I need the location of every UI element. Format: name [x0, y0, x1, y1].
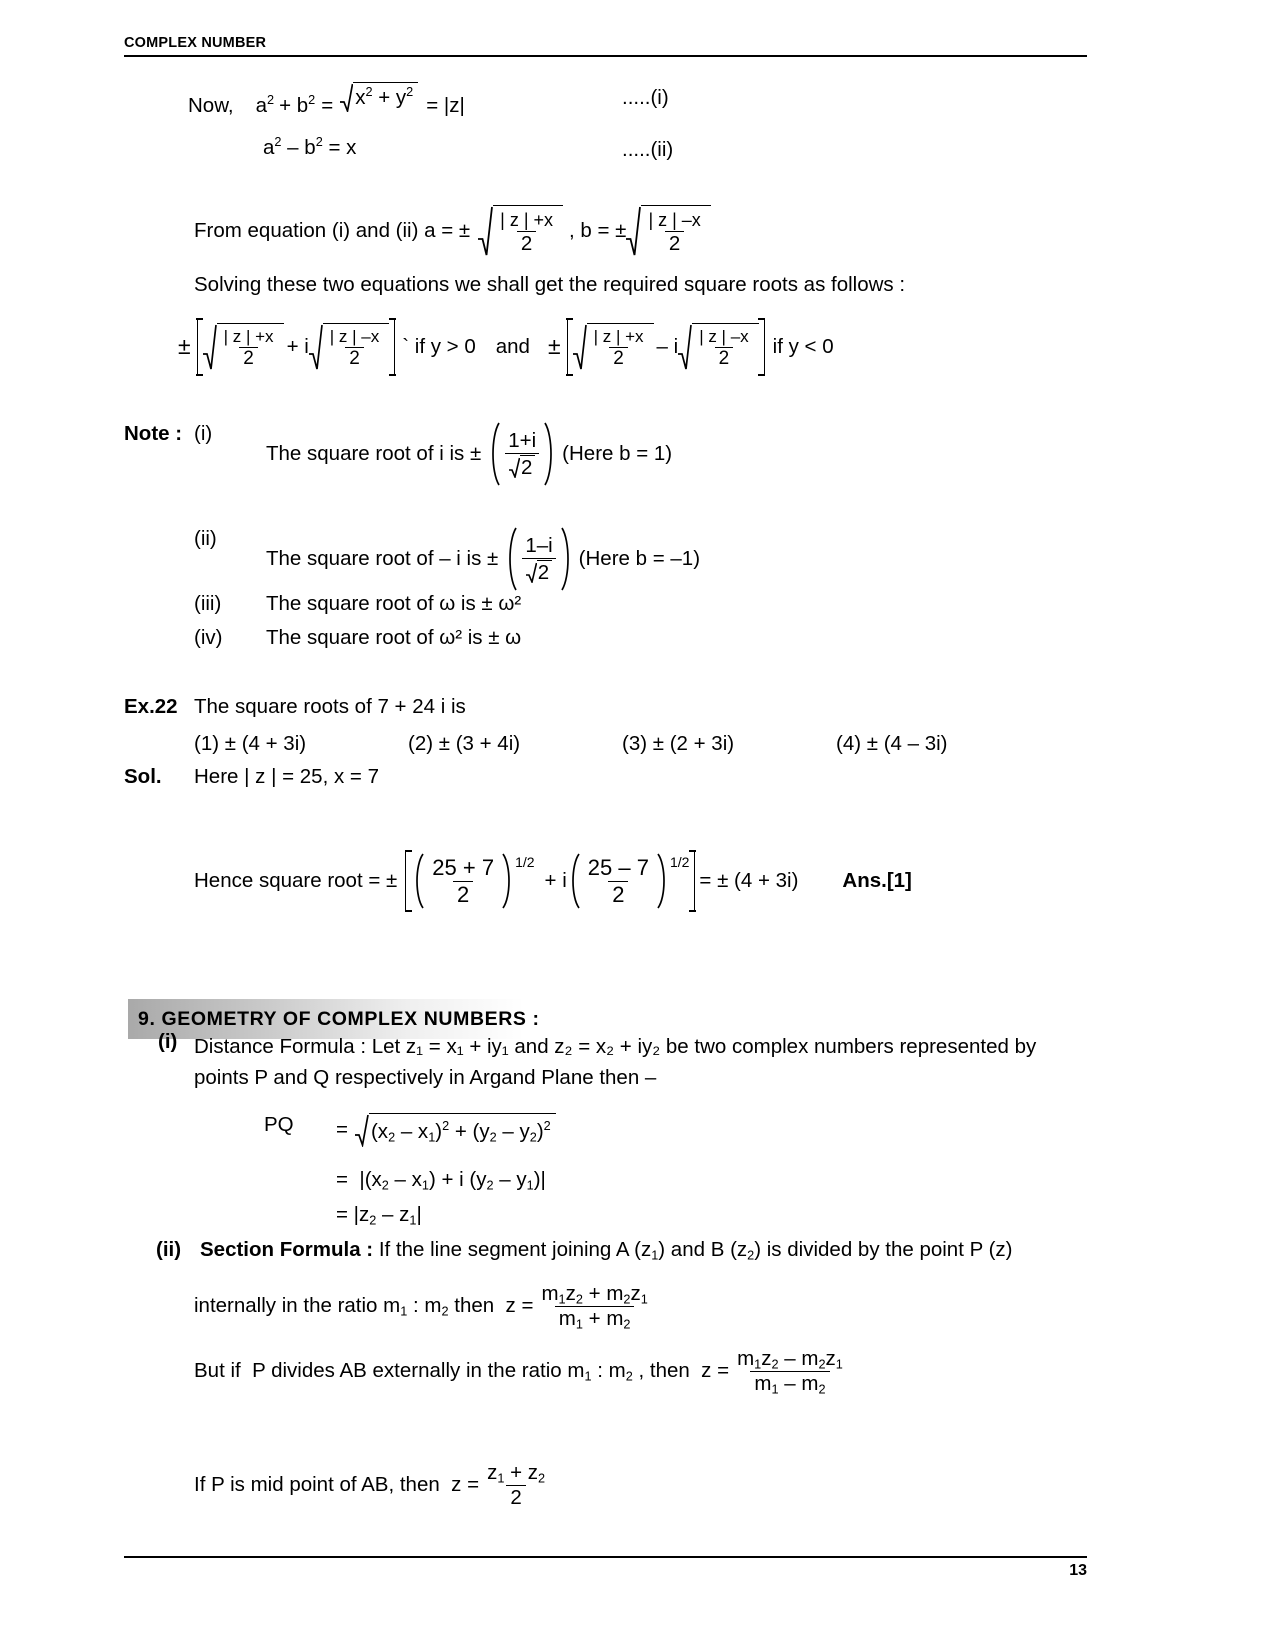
note-ii-text-after: (Here b = –1)	[578, 546, 701, 570]
eq1-tail: = |z|	[426, 94, 465, 117]
section-item-ii-number: (ii)	[156, 1238, 182, 1261]
solution-given: Here | z | = 25, x = 7	[194, 765, 379, 788]
from-equations-mid: , b = ±	[569, 218, 627, 242]
pq-line3: = $|z_2 - z_1|$	[336, 1203, 422, 1228]
eq1-lhs: $a^2$	[255, 92, 275, 117]
note-i-number: (i)	[194, 422, 213, 445]
radical-sign-icon	[203, 323, 217, 371]
fraction-mod-z-minus-x-over-2	[695, 328, 752, 369]
right-paren-icon	[501, 853, 514, 909]
fraction-numerator: $z_1 + z_2$	[487, 1461, 546, 1486]
note-ii-text-before: The square root of – i is ±	[266, 546, 499, 570]
left-paren-icon	[568, 853, 581, 909]
page-footer	[124, 1556, 1087, 1580]
fraction-numerator: | z | +x	[223, 327, 274, 347]
note-iv-number: (iv)	[194, 626, 223, 649]
fraction-1-plus-i-over-root2	[504, 430, 540, 478]
radical-mod-z-plus-x-1	[203, 323, 284, 371]
hence-square-root-row	[194, 850, 912, 912]
note-i-row	[266, 422, 672, 486]
option-2[interactable]: (2) ± (3 + 4i)	[408, 732, 521, 755]
fraction-denominator: 2	[665, 231, 684, 255]
radical-sign-icon	[309, 323, 323, 371]
right-paren-icon	[560, 527, 573, 591]
fraction-numerator: 1+i	[508, 428, 537, 452]
bracket-group-hence	[405, 850, 695, 912]
header-rule	[124, 55, 1087, 57]
note-ii-row	[266, 527, 700, 591]
now-label: Now,	[188, 94, 234, 117]
solving-text: Solving these two equations we shall get the required square roots as follows :	[194, 273, 906, 296]
fraction-numerator: 25 + 7	[432, 855, 495, 881]
radical-2	[509, 455, 535, 479]
bracket-group-1	[197, 318, 396, 376]
fraction-mod-z-minus-x-over-2	[326, 328, 383, 369]
option-4[interactable]: (4) ± (4 – 3i)	[836, 732, 948, 755]
radical-sign-icon	[478, 205, 493, 257]
radical-sign-icon	[526, 560, 537, 584]
radical-distance-expression	[355, 1113, 556, 1147]
fraction-denominator	[505, 453, 539, 479]
section-formula-line1: If the line segment joining A $(z_1)$ and B $(z_2)$ is divided by the point P (z)	[378, 1238, 1013, 1263]
distance-formula-line1: Let z₁ = x₁ + iy₁ and z₂ = x₂ + iy₂ be two complex numbers represented by	[371, 1035, 1037, 1058]
fraction-denominator: 2	[239, 347, 258, 369]
radical-mod-z-plus-x-2	[573, 323, 654, 371]
equation-i-row	[188, 82, 465, 118]
fraction-denominator: $m_1 + m_2$	[555, 1306, 635, 1330]
fraction-numerator: | z | –x	[648, 209, 701, 230]
exponent-one-half-1: 1/2	[515, 854, 535, 870]
option-1[interactable]: (1) ± (4 + 3i)	[194, 732, 307, 755]
bracket-group-2	[567, 318, 765, 376]
radical-mod-z-minus-x-1	[309, 323, 389, 371]
fraction-numerator: | z | –x	[699, 327, 749, 347]
fraction-denominator: 2	[715, 347, 734, 369]
fraction-numerator: 25 – 7	[587, 855, 649, 881]
fraction-denominator: 2	[609, 347, 628, 369]
hence-prefix: Hence square root = ±	[194, 868, 398, 892]
midpoint-text: If P is mid point of AB, then z =	[194, 1472, 480, 1496]
answer-key: Ans.[1]	[842, 868, 912, 892]
page-header	[124, 36, 1087, 57]
distance-formula-title: Distance Formula :	[194, 1035, 367, 1058]
eq1-equals: =	[321, 94, 334, 117]
radical-mod-z-minus-x-2	[678, 323, 758, 371]
note-iv-text: The square root of ω² is ± ω	[266, 626, 522, 649]
note-iii-text: The square root of ω is ± ω²	[266, 592, 522, 615]
fraction-mod-z-plus-x-over-2	[220, 328, 278, 369]
paren-group-second-term	[568, 853, 669, 909]
plus-i-1: + i	[286, 334, 309, 358]
fraction-denominator: $m_1 - m_2$	[750, 1371, 829, 1395]
distance-formula-line2: points P and Q respectively in Argand Plane then –	[194, 1066, 657, 1089]
section-formula-title: Section Formula :	[200, 1238, 374, 1261]
fraction-denominator: 2	[608, 881, 628, 906]
fraction-1-minus-i-over-root2	[521, 535, 556, 583]
example-question: The square roots of 7 + 24 i is	[194, 695, 466, 718]
fraction-numerator: $m_1z_2 + m_2z_1$	[541, 1282, 648, 1307]
midpoint-row	[194, 1462, 550, 1508]
equation-ii-ref: .....(ii)	[622, 138, 674, 161]
external-division-text: But if P divides AB externally in the ratio $m_1$ : $m_2$ , then z =	[194, 1358, 730, 1384]
exponent-one-half-2: 1/2	[669, 854, 690, 870]
external-division-row	[194, 1347, 848, 1397]
note-label: Note :	[124, 422, 183, 445]
hence-mid-plus-i: + i	[544, 868, 567, 892]
from-equations-prefix: From equation (i) and (ii) a = ±	[194, 218, 471, 242]
radical-sign-icon	[509, 455, 520, 479]
left-paren-icon	[505, 527, 518, 591]
fraction-25-minus-7-over-2	[584, 856, 653, 905]
radical-sign-icon	[626, 205, 641, 257]
example-label: Ex.22	[124, 695, 178, 718]
header-title: COMPLEX NUMBER	[124, 35, 267, 51]
right-paren-icon	[543, 422, 556, 486]
fraction-denominator	[522, 558, 556, 584]
section-banner-title: 9. GEOMETRY OF COMPLEX NUMBERS :	[138, 1007, 540, 1030]
radicand: $(x_2 - x_1)^2 + (y_2 - y_2)^2$	[370, 1118, 551, 1145]
note-i-text-after: (Here b = 1)	[562, 441, 673, 465]
left-paren-icon	[488, 422, 501, 486]
and-word: and	[495, 334, 530, 358]
radical-a-value	[478, 205, 563, 257]
pq-label: PQ	[264, 1113, 294, 1136]
hence-tail: = ± (4 + 3i)	[699, 868, 799, 892]
fraction-mod-z-plus-x-over-2	[590, 328, 648, 369]
right-paren-icon	[656, 853, 669, 909]
fraction-denominator: 2	[517, 231, 536, 255]
internal-division-text: internally in the ratio $m_1$ : $m_2$ then z =	[194, 1293, 534, 1319]
section-item-i-number: (i)	[158, 1030, 178, 1053]
fraction-numerator: 1–i	[525, 533, 553, 557]
plus-minus-2: ±	[547, 333, 561, 360]
radical-sign-icon	[340, 82, 353, 112]
fraction-denominator: 2	[506, 1485, 525, 1509]
pq-equals: =	[336, 1117, 348, 1141]
square-roots-result-row	[178, 318, 834, 376]
section-item-ii-body	[200, 1238, 1013, 1262]
note-iii-number: (iii)	[194, 592, 222, 615]
pq-line2: = $|(x_2 - x_1) + i$ $(y_2 - y_1)|$	[336, 1168, 546, 1193]
fraction-numerator: | z | +x	[593, 327, 644, 347]
equation-i-ref: .....(i)	[622, 86, 669, 109]
note-i-text-before: The square root of i is ±	[266, 441, 482, 465]
note-ii-number: (ii)	[194, 527, 217, 550]
radical-sign-icon	[573, 323, 587, 371]
fraction-internal-section	[537, 1282, 651, 1332]
radical-2	[526, 560, 552, 584]
page-number: 13	[1069, 1562, 1087, 1579]
from-equations-row	[194, 205, 711, 257]
radical-sign-icon	[355, 1113, 369, 1147]
footer-rule	[124, 1556, 1087, 1558]
fraction-numerator: | z | –x	[329, 327, 380, 347]
eq2-text: $a^2 - b^2 = x$	[263, 134, 357, 159]
radicand: 2	[520, 455, 533, 479]
fraction-mod-z-plus-x-over-2	[496, 211, 557, 254]
option-3[interactable]: (3) ± (2 + 3i)	[622, 732, 735, 755]
fraction-external-section	[733, 1347, 847, 1397]
left-paren-icon	[412, 853, 425, 909]
section-item-i-body	[194, 1030, 1094, 1063]
equation-ii-row	[263, 136, 356, 160]
if-y-greater-zero: ` if y > 0	[402, 334, 476, 358]
radical-x2-plus-y2	[340, 82, 418, 112]
eq1-plus-b: + $b^2$	[279, 92, 316, 117]
if-y-less-zero: if y < 0	[772, 334, 834, 358]
paren-group-first-term	[412, 853, 514, 909]
radical-sign-icon	[678, 323, 692, 371]
minus-i-2: – i	[656, 334, 679, 358]
internal-division-row	[194, 1282, 653, 1332]
radical-b-value	[626, 205, 710, 257]
fraction-25-plus-7-over-2	[428, 856, 498, 905]
pq-formula-row	[336, 1113, 556, 1147]
paren-group-note-ii	[505, 527, 572, 591]
radicand: $x^2 + y^2$	[355, 84, 414, 110]
fraction-midpoint	[483, 1462, 549, 1508]
solution-label: Sol.	[124, 765, 162, 788]
fraction-denominator: 2	[345, 347, 364, 369]
paren-group-note-i	[488, 422, 556, 486]
fraction-numerator: | z | +x	[500, 209, 554, 230]
fraction-denominator: 2	[453, 881, 473, 906]
fraction-numerator: $m_1z_2 - m_2z_1$	[737, 1347, 843, 1372]
radicand: 2	[537, 560, 550, 584]
plus-minus-1: ±	[178, 333, 191, 360]
fraction-mod-z-minus-x-over-2	[644, 211, 704, 254]
